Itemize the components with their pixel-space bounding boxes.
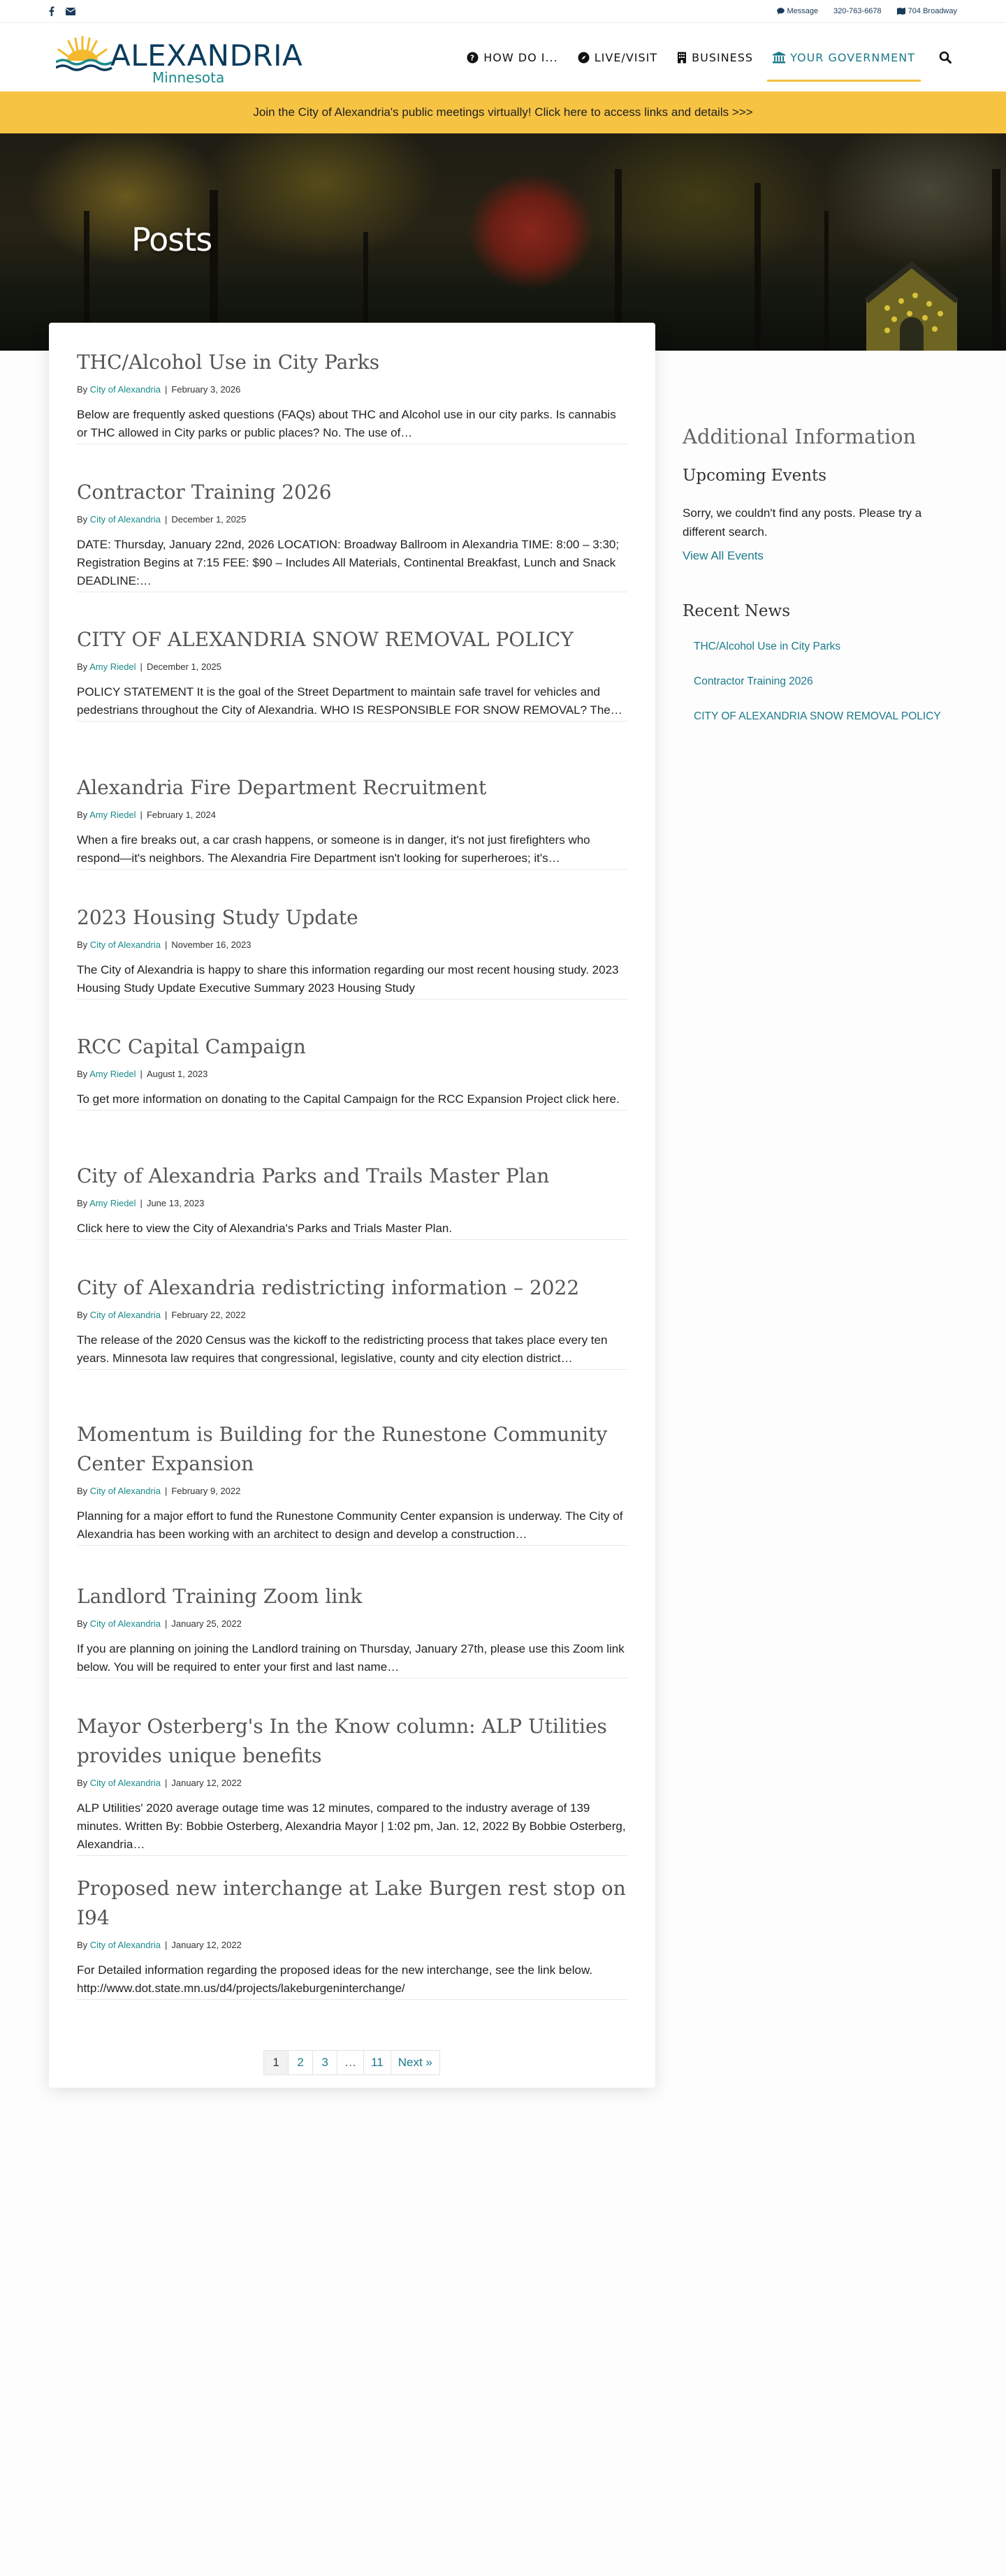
post-meta xyxy=(77,1940,627,1950)
post-title[interactable]: City of Alexandria redistricting information – 2022 xyxy=(77,1276,580,1299)
site-logo[interactable] xyxy=(53,26,303,89)
post-date: February 1, 2024 xyxy=(146,810,216,820)
post-excerpt: Below are frequently asked questions (FAQs) about THC and Alcohol use in our city parks. Is cannabis or THC allowed in City parks or public places? No. The use of… xyxy=(77,408,616,439)
post-excerpt: When a fire breaks out, a car crash happens, or someone is in danger, it's not just firefighters who respond—it's neighbors. The Alexandria Fire Department isn't looking for superheroes; it's… xyxy=(77,833,590,865)
post-item xyxy=(77,625,627,722)
announcement-banner[interactable]: Join the City of Alexandria's public meetings virtually! Click here to access links and details >>> xyxy=(0,92,1006,133)
meta-separator: | xyxy=(140,1198,143,1208)
current-page: 1 xyxy=(263,2050,289,2075)
meta-separator: | xyxy=(140,810,143,820)
search-button[interactable] xyxy=(925,23,952,92)
recent-news-link[interactable]: CITY OF ALEXANDRIA SNOW REMOVAL POLICY xyxy=(694,710,941,722)
meta-separator: | xyxy=(164,384,168,395)
nav-business[interactable] xyxy=(667,23,763,92)
nav-your-government[interactable] xyxy=(763,23,925,92)
post-excerpt: Planning for a major effort to fund the Runestone Community Center expansion is underway. The City of Alexandria has been working with an architect to design and develop a construction… xyxy=(77,1509,623,1541)
meta-separator: | xyxy=(140,1069,143,1079)
post-item xyxy=(77,1273,627,1370)
post-meta xyxy=(77,1778,627,1788)
post-meta xyxy=(77,939,627,950)
question-circle-icon xyxy=(467,52,479,64)
post-meta xyxy=(77,1069,627,1079)
next-page-link[interactable]: Next » xyxy=(391,2050,440,2075)
post-date: August 1, 2023 xyxy=(146,1069,208,1079)
page-title: Posts xyxy=(131,221,212,258)
address-label: 704 Broadway xyxy=(907,7,957,15)
post-title[interactable]: Momentum is Building for the Runestone Community Center Expansion xyxy=(77,1423,608,1475)
pagination xyxy=(49,2050,655,2075)
post-date: February 22, 2022 xyxy=(171,1310,246,1320)
post-date: January 12, 2022 xyxy=(171,1940,242,1950)
facebook-icon[interactable] xyxy=(49,6,54,16)
post-excerpt: The release of the 2020 Census was the kickoff to the redistricting process that takes place every ten years. Minnesota law requires that congressional, legislative, county and city election district… xyxy=(77,1333,608,1365)
meta-separator: | xyxy=(164,1940,168,1950)
contact-links xyxy=(777,7,957,15)
post-author-link[interactable]: City of Alexandria xyxy=(89,514,161,525)
meta-separator: | xyxy=(164,1310,168,1320)
post-by-label: By xyxy=(77,1778,88,1788)
post-author-link[interactable]: City of Alexandria xyxy=(89,1940,161,1950)
post-by-label: By xyxy=(77,1069,88,1079)
post-author-link[interactable]: City of Alexandria xyxy=(89,1618,161,1629)
post-date: December 1, 2025 xyxy=(171,514,247,525)
meta-separator: | xyxy=(140,661,143,672)
svg-text:?: ? xyxy=(470,53,476,62)
logo-sun-icon xyxy=(56,30,119,79)
post-excerpt: For Detailed information regarding the proposed ideas for the new interchange, see the link below. http://www.dot.state.mn.us/d4/projects/lakeburgeninterchange/ xyxy=(77,1963,593,1995)
post-author-link[interactable]: City of Alexandria xyxy=(89,1486,161,1496)
post-meta xyxy=(77,810,627,820)
post-title[interactable]: Proposed new interchange at Lake Burgen rest stop on I94 xyxy=(77,1877,626,1929)
post-title[interactable]: CITY OF ALEXANDRIA SNOW REMOVAL POLICY xyxy=(77,628,574,651)
post-date: December 1, 2025 xyxy=(146,661,221,672)
post-item xyxy=(77,1032,627,1111)
post-meta xyxy=(77,1198,627,1208)
page-link[interactable]: 2 xyxy=(288,2050,313,2075)
post-date: November 16, 2023 xyxy=(171,939,252,950)
post-author-link[interactable]: Amy Riedel xyxy=(89,1069,136,1079)
post-author-link[interactable]: City of Alexandria xyxy=(89,1778,161,1788)
post-by-label: By xyxy=(77,1310,88,1320)
post-by-label: By xyxy=(77,661,88,672)
post-meta xyxy=(77,514,627,525)
post-author-link[interactable]: Amy Riedel xyxy=(89,661,136,672)
recent-news-link[interactable]: THC/Alcohol Use in City Parks xyxy=(694,641,841,652)
nav-how-do-i[interactable] xyxy=(457,23,568,92)
post-meta xyxy=(77,1486,627,1496)
post-title[interactable]: RCC Capital Campaign xyxy=(77,1035,306,1058)
post-author-link[interactable]: Amy Riedel xyxy=(89,810,136,820)
meta-separator: | xyxy=(164,939,168,950)
post-excerpt: DATE: Thursday, January 22nd, 2026 LOCATION: Broadway Ballroom in Alexandria TIME: 8:00 – 3:30; Registration Begins at 7:15 FEE: $90 – Includes All Materials, Continental Breakfast, Lunch and Snack DEADLINE:… xyxy=(77,538,620,587)
post-author-link[interactable]: City of Alexandria xyxy=(89,1310,161,1320)
post-item xyxy=(77,1712,627,1856)
post-item xyxy=(77,773,627,870)
utility-bar xyxy=(0,0,1006,23)
post-item xyxy=(77,903,627,1000)
playground-barn-image xyxy=(859,252,964,351)
address-link[interactable] xyxy=(897,7,957,15)
page-link: … xyxy=(337,2050,364,2075)
nav-label: BUSINESS xyxy=(692,50,754,64)
view-all-events-link[interactable]: View All Events xyxy=(683,549,764,562)
events-empty-message: Sorry, we couldn't find any posts. Please try a different search. xyxy=(683,506,922,539)
post-meta xyxy=(77,1310,627,1320)
post-author-link[interactable]: City of Alexandria xyxy=(89,939,161,950)
post-date: January 25, 2022 xyxy=(171,1618,242,1629)
post-title[interactable]: Contractor Training 2026 xyxy=(77,481,332,504)
post-title[interactable]: THC/Alcohol Use in City Parks xyxy=(77,351,380,374)
nav-label: LIVE/VISIT xyxy=(594,50,658,64)
post-meta xyxy=(77,1618,627,1629)
post-by-label: By xyxy=(77,1198,88,1208)
post-by-label: By xyxy=(77,514,88,525)
map-icon xyxy=(897,8,905,15)
post-by-label: By xyxy=(77,1618,88,1629)
building-icon xyxy=(677,52,687,64)
post-item xyxy=(77,1420,627,1546)
social-links xyxy=(49,6,75,16)
nav-live-visit[interactable] xyxy=(568,23,667,92)
logo-state: Minnesota xyxy=(152,69,225,86)
page-link[interactable]: 11 xyxy=(363,2050,391,2075)
meta-separator: | xyxy=(164,514,168,525)
post-author-link[interactable]: Amy Riedel xyxy=(89,1198,136,1208)
post-excerpt: Click here to view the City of Alexandria's Parks and Trials Master Plan. xyxy=(77,1222,453,1235)
post-by-label: By xyxy=(77,1486,88,1496)
posts-card xyxy=(49,323,655,2088)
post-by-label: By xyxy=(77,1940,88,1950)
search-icon xyxy=(939,51,952,64)
post-date: February 3, 2026 xyxy=(171,384,241,395)
meta-separator: | xyxy=(164,1486,168,1496)
nav-label: HOW DO I... xyxy=(483,50,558,64)
page-link[interactable]: 3 xyxy=(312,2050,337,2075)
meta-separator: | xyxy=(164,1778,168,1788)
main-nav xyxy=(457,23,952,92)
post-title[interactable]: Alexandria Fire Department Recruitment xyxy=(77,776,487,799)
post-author-link[interactable]: City of Alexandria xyxy=(89,384,161,395)
post-date: January 12, 2022 xyxy=(171,1778,242,1788)
post-date: June 13, 2023 xyxy=(146,1198,205,1208)
message-label: Message xyxy=(787,7,819,15)
phone-link[interactable]: 320-763-6678 xyxy=(833,7,882,15)
recent-news-heading: Recent News xyxy=(683,602,791,620)
meta-separator: | xyxy=(164,1618,168,1629)
nav-label: YOUR GOVERNMENT xyxy=(790,50,915,64)
hero-banner xyxy=(0,133,1006,351)
post-by-label: By xyxy=(77,384,88,395)
post-by-label: By xyxy=(77,939,88,950)
institution-icon xyxy=(773,52,785,64)
post-item xyxy=(77,478,627,592)
post-by-label: By xyxy=(77,810,88,820)
chat-icon xyxy=(777,8,785,15)
post-item xyxy=(77,1582,627,1678)
post-meta xyxy=(77,661,627,672)
post-title[interactable]: Mayor Osterberg's In the Know column: ALP Utilities provides unique benefits xyxy=(77,1715,607,1767)
message-link[interactable] xyxy=(777,7,819,15)
post-item xyxy=(77,1162,627,1240)
email-icon[interactable] xyxy=(66,8,75,15)
recent-news-link[interactable]: Contractor Training 2026 xyxy=(694,675,813,687)
post-excerpt: If you are planning on joining the Landlord training on Thursday, January 27th, please use this Zoom link below. You will be required to enter your first and last name… xyxy=(77,1642,625,1674)
post-item xyxy=(77,1874,627,2000)
post-item xyxy=(77,348,627,444)
post-excerpt: ALP Utilities' 2020 average outage time was 12 minutes, compared to the industry average of 139 minutes. Written By: Bobbie Osterberg, Alexandria Mayor | 1:02 pm, Jan. 12, 2022 By Bobbie Osterberg, Alexandria… xyxy=(77,1801,626,1851)
site-header xyxy=(0,23,1006,92)
post-excerpt: POLICY STATEMENT It is the goal of the Street Department to maintain safe travel for vehicles and pedestrians throughout the City of Alexandria. WHO IS RESPONSIBLE FOR SNOW REMOVAL? The… xyxy=(77,685,622,717)
upcoming-events-heading: Upcoming Events xyxy=(683,467,827,485)
sidebar-heading: Additional Information xyxy=(683,425,917,448)
post-title[interactable]: City of Alexandria Parks and Trails Master Plan xyxy=(77,1164,550,1187)
post-excerpt: The City of Alexandria is happy to share this information regarding our most recent housing study. 2023 Housing Study Update Executive Summary 2023 Housing Study xyxy=(77,963,619,995)
compass-icon xyxy=(578,52,590,64)
post-date: February 9, 2022 xyxy=(171,1486,241,1496)
post-title[interactable]: Landlord Training Zoom link xyxy=(77,1585,363,1608)
logo-name: ALEXANDRIA xyxy=(110,38,303,73)
post-title[interactable]: 2023 Housing Study Update xyxy=(77,906,358,929)
post-meta xyxy=(77,384,627,395)
post-excerpt: To get more information on donating to the Capital Campaign for the RCC Expansion Project click here. xyxy=(77,1092,620,1106)
